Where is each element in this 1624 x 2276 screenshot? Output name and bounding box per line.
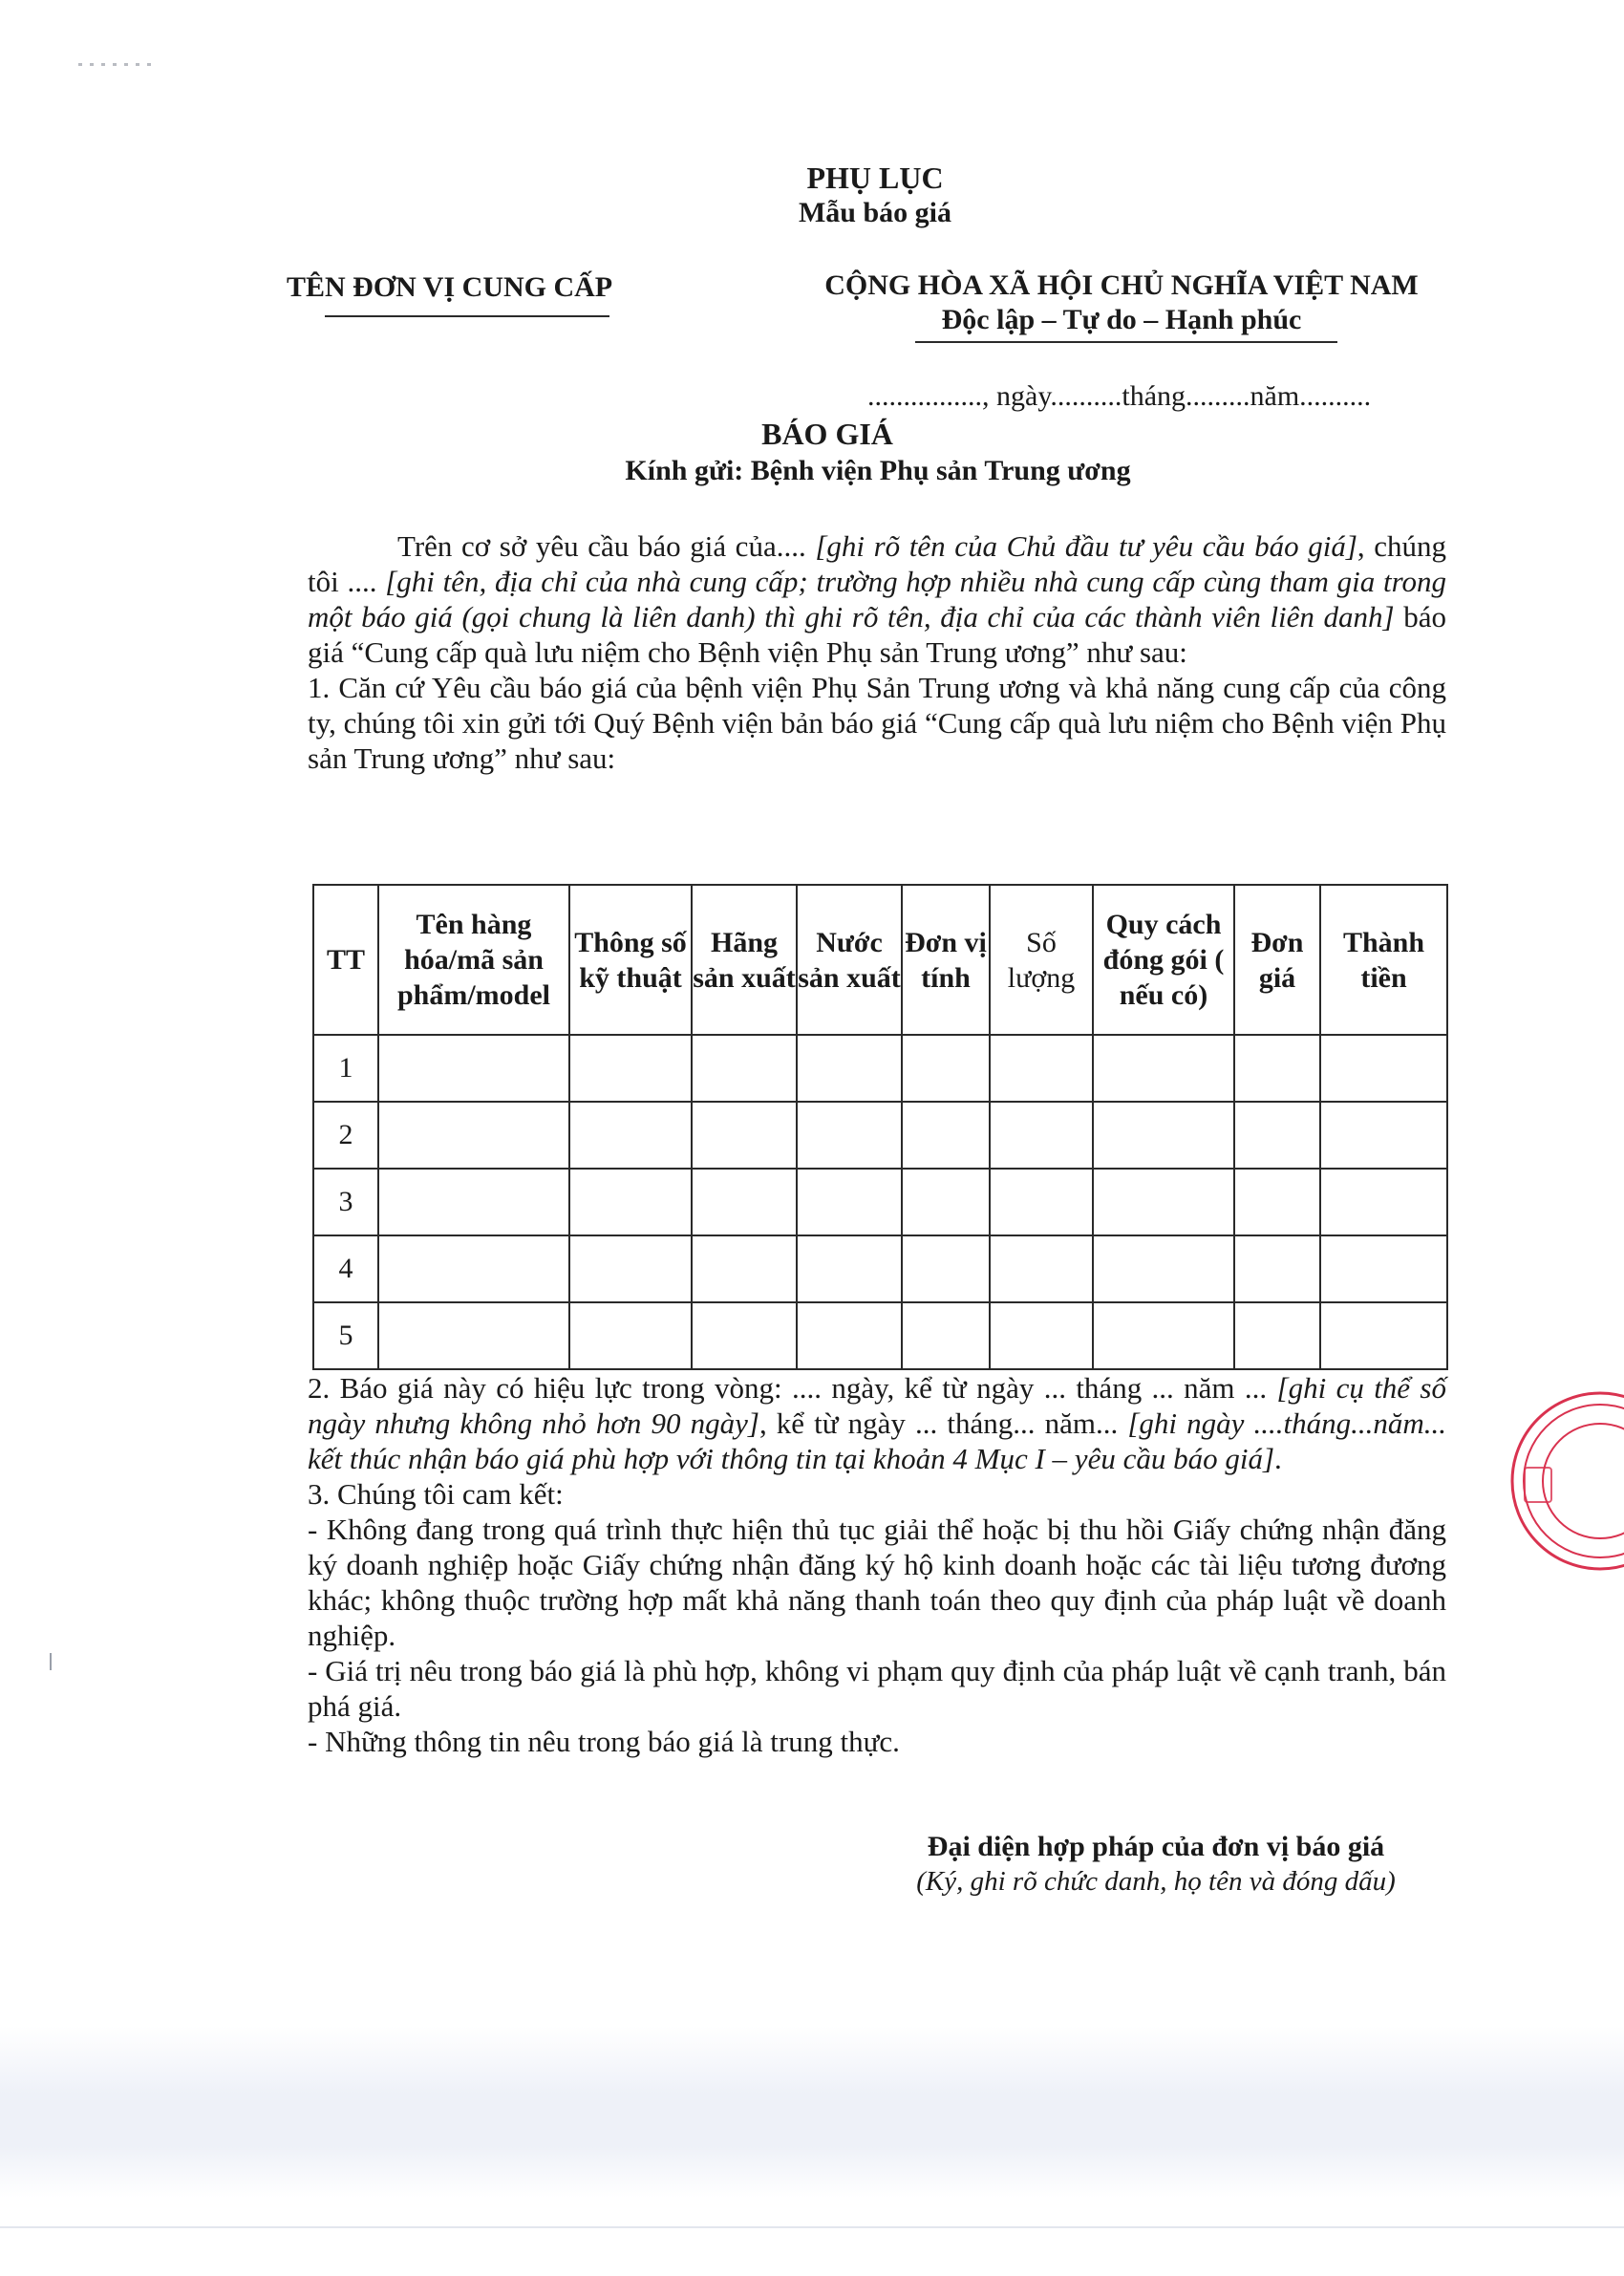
signature-note: (Ký, ghi rõ chức danh, họ tên và đóng dấu) bbox=[916, 1866, 1396, 1897]
intro-paragraph: Trên cơ sở yêu cầu báo giá của.... [ghi rõ tên của Chủ đầu tư yêu cầu báo giá], chúng tôi .... [ghi tên, địa chỉ của nhà cung cấp; trường hợp nhiều nhà cung cấp cùng tham gia trong một báo giá (gọi chung là liên danh) thì ghi rõ tên, địa chỉ của các thành viên liên danh] báo giá “Cung cấp quà lưu niệm cho Bệnh viện Phụ sản Trung ương” như sau: bbox=[308, 529, 1447, 669]
row-number: 2 bbox=[313, 1102, 378, 1169]
scan-edge-line bbox=[0, 2226, 1624, 2228]
col-header-spec: Thông số kỹ thuật bbox=[569, 885, 692, 1035]
scan-speck bbox=[50, 1653, 52, 1670]
row-number: 5 bbox=[313, 1302, 378, 1369]
table-row bbox=[313, 1302, 1447, 1369]
col-header-product: Tên hàng hóa/mã sản phẩm/model bbox=[378, 885, 569, 1035]
motto-underline bbox=[915, 341, 1337, 343]
recipient-line: Kính gửi: Bệnh viện Phụ sản Trung ương bbox=[625, 455, 1131, 486]
item-3-title: 3. Chúng tôi cam kết: bbox=[308, 1477, 564, 1511]
table-row bbox=[313, 1035, 1447, 1102]
col-header-country: Nước sản xuất bbox=[797, 885, 902, 1035]
national-motto: Độc lập – Tự do – Hạnh phúc bbox=[941, 304, 1302, 335]
stamp-center-ring bbox=[1543, 1424, 1624, 1538]
supplier-underline bbox=[325, 315, 609, 317]
table-header-row bbox=[313, 885, 1447, 1035]
appendix-subtitle: Mẫu báo giá bbox=[798, 197, 952, 228]
scan-speck bbox=[78, 63, 155, 66]
supplier-name: TÊN ĐƠN VỊ CUNG CẤP bbox=[287, 271, 613, 303]
col-header-tt: TT bbox=[313, 885, 378, 1035]
stamp-glyph-icon bbox=[1524, 1467, 1552, 1503]
signature-title: Đại diện hợp pháp của đơn vị báo giá bbox=[927, 1831, 1385, 1862]
item-1-paragraph: 1. Căn cứ Yêu cầu báo giá của bệnh viện Phụ Sản Trung ương và khả năng cung cấp của công ty, chúng tôi xin gửi tới Quý Bệnh viện bản báo giá “Cung cấp quà lưu niệm cho Bệnh viện Phụ sản Trung ương” như sau: bbox=[308, 671, 1446, 775]
col-header-unit: Đơn vị tính bbox=[902, 885, 990, 1035]
row-number: 4 bbox=[313, 1235, 378, 1302]
quotation-title: BÁO GIÁ bbox=[761, 417, 893, 451]
commitment-item: - Giá trị nêu trong báo giá là phù hợp, không vi phạm quy định của pháp luật về cạnh tranh, bán phá giá. bbox=[308, 1654, 1446, 1723]
table-row bbox=[313, 1235, 1447, 1302]
appendix-title: PHỤ LỤC bbox=[806, 161, 944, 195]
table-row bbox=[313, 1102, 1447, 1169]
row-number: 3 bbox=[313, 1169, 378, 1235]
commitment-item: - Không đang trong quá trình thực hiện thủ tục giải thể hoặc bị thu hồi Giấy chứng nhận đăng ký doanh nghiệp hoặc Giấy chứng nhận đăng ký hộ kinh doanh hoặc các tài liệu tương đương khác; không thuộc trường hợp mất khả năng thanh toán theo quy định của pháp luật về doanh nghiệp. bbox=[308, 1513, 1446, 1652]
col-header-manufacturer: Hãng sản xuất bbox=[692, 885, 797, 1035]
red-stamp bbox=[1505, 1385, 1624, 1577]
terms-block bbox=[308, 1370, 1446, 1759]
scan-shadow bbox=[0, 2026, 1624, 2198]
national-title: CỘNG HÒA XÃ HỘI CHỦ NGHĨA VIỆT NAM bbox=[824, 269, 1419, 301]
intro-block bbox=[308, 528, 1446, 776]
date-line: ................, ngày..........tháng.........năm.......... bbox=[867, 380, 1372, 412]
item-2-paragraph: 2. Báo giá này có hiệu lực trong vòng: .... ngày, kể từ ngày ... tháng ... năm ... [ghi cụ thể số ngày nhưng không nhỏ hơn 90 ngày], kể từ ngày ... tháng... năm... [ghi ngày ....tháng...năm... kết thúc nhận báo giá phù hợp với thông tin tại khoản 4 Mục I – yêu cầu báo giá]. bbox=[308, 1371, 1447, 1475]
col-header-total: Thành tiền bbox=[1320, 885, 1447, 1035]
table-row bbox=[313, 1169, 1447, 1235]
col-header-packaging: Quy cách đóng gói ( nếu có) bbox=[1093, 885, 1234, 1035]
commitment-item: - Những thông tin nêu trong báo giá là trung thực. bbox=[308, 1725, 900, 1758]
row-number: 1 bbox=[313, 1035, 378, 1102]
col-header-unit-price: Đơn giá bbox=[1234, 885, 1320, 1035]
col-header-quantity: Số lượng bbox=[990, 885, 1093, 1035]
quotation-table bbox=[312, 884, 1448, 1370]
